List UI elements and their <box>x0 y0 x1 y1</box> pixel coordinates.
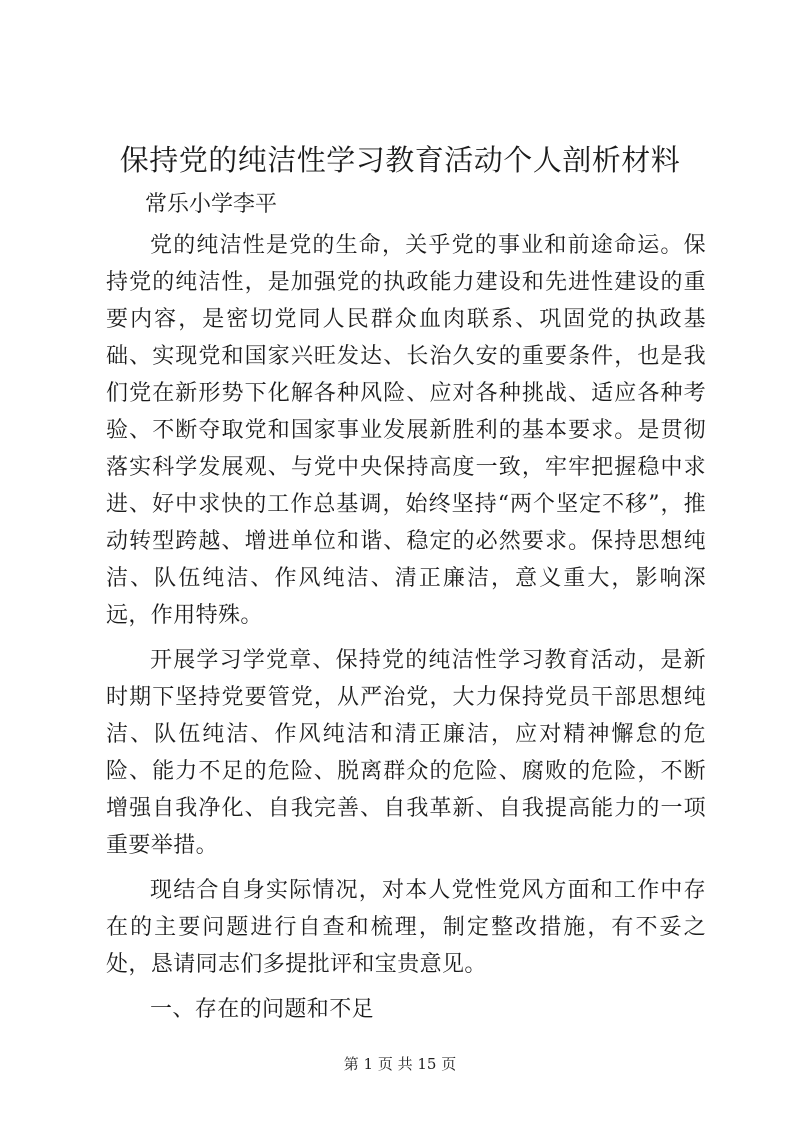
section-heading: 一、存在的问题和不足 <box>150 997 375 1022</box>
document-body <box>106 227 706 1028</box>
page-footer: 第 1 页 共 15 页 <box>343 1055 457 1073</box>
body-paragraph: 开展学习学党章、保持党的纯洁性学习教育活动，是新时期下坚持党要管党，从严治党，大力保持党员干部思想纯洁、队伍纯洁、作风纯洁和清正廉洁，应对精神懈怠的危险、能力不足的危险、脱离群众的危险、腐败的危险，不断增强自我净化、自我完善、自我革新、自我提高能力的一项重要举措。 <box>106 648 706 858</box>
body-paragraph: 现结合自身实际情况，对本人党性党风方面和工作中存在的主要问题进行自查和梳理，制定整改措施，有不妥之处，恳请同志们多提批评和宝贵意见。 <box>106 878 706 977</box>
body-paragraph: 党的纯洁性是党的生命，关乎党的事业和前途命运。保持党的纯洁性，是加强党的执政能力建设和先进性建设的重要内容，是密切党同人民群众血肉联系、巩固党的执政基础、实现党和国家兴旺发达、长治久安的重要条件，也是我们党在新形势下化解各种风险、应对各种挑战、适应各种考验、不断夺取党和国家事业发展新胜利的基本要求。是贯彻落实科学发展观、与党中央保持高度一致，牢牢把握稳中求进、好中求快的工作总基调，始终坚持“两个坚定不移”，推动转型跨越、增进单位和谐、稳定的必然要求。保持思想纯洁、队伍纯洁、作风纯洁、清正廉洁，意义重大，影响深远，作用特殊。 <box>106 233 706 628</box>
document-author: 常乐小学李平 <box>145 192 278 217</box>
document-title: 保持党的纯洁性学习教育活动个人剖析材料 <box>119 143 681 177</box>
